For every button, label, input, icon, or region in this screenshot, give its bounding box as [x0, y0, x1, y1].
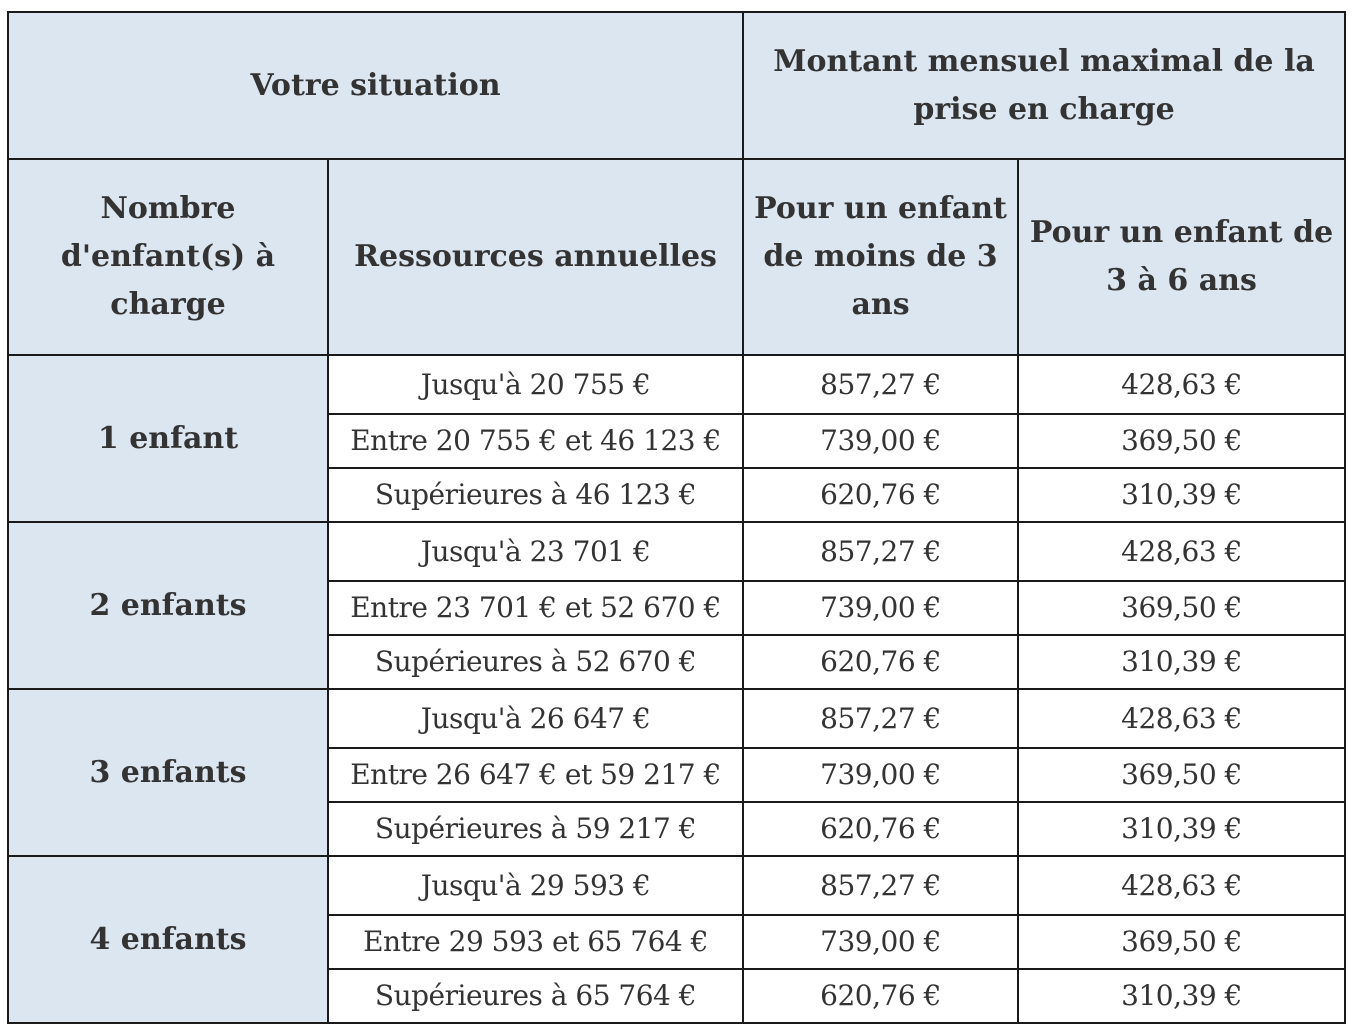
header-moins-3-ans: Pour un enfant de moins de 3 ans	[743, 159, 1018, 355]
amount-3-to-6-cell: 428,63 €	[1018, 355, 1345, 414]
amount-3-to-6-cell: 369,50 €	[1018, 915, 1345, 969]
amount-under-3-cell: 857,27 €	[743, 522, 1018, 581]
ressources-cell: Jusqu'à 29 593 €	[328, 856, 743, 915]
group-label: 4 enfants	[8, 856, 328, 1023]
amount-under-3-cell: 620,76 €	[743, 468, 1018, 522]
header-row-sub	[8, 159, 1345, 355]
group-label: 2 enfants	[8, 522, 328, 689]
amount-under-3-cell: 857,27 €	[743, 355, 1018, 414]
ressources-cell: Supérieures à 59 217 €	[328, 802, 743, 856]
header-montant: Montant mensuel maximal de la prise en charge	[743, 12, 1345, 159]
amount-under-3-cell: 739,00 €	[743, 748, 1018, 802]
ressources-cell: Entre 26 647 € et 59 217 €	[328, 748, 743, 802]
amount-under-3-cell: 739,00 €	[743, 915, 1018, 969]
amount-under-3-cell: 620,76 €	[743, 802, 1018, 856]
aid-amount-table	[7, 11, 1346, 1024]
amount-3-to-6-cell: 369,50 €	[1018, 414, 1345, 468]
header-nombre-enfants: Nombre d'enfant(s) à charge	[8, 159, 328, 355]
ressources-cell: Jusqu'à 20 755 €	[328, 355, 743, 414]
amount-3-to-6-cell: 310,39 €	[1018, 635, 1345, 689]
ressources-cell: Entre 23 701 € et 52 670 €	[328, 581, 743, 635]
header-row-top	[8, 12, 1345, 159]
amount-under-3-cell: 739,00 €	[743, 414, 1018, 468]
table-row	[8, 355, 1345, 414]
header-3-a-6-ans: Pour un enfant de 3 à 6 ans	[1018, 159, 1345, 355]
ressources-cell: Jusqu'à 23 701 €	[328, 522, 743, 581]
amount-3-to-6-cell: 369,50 €	[1018, 748, 1345, 802]
amount-3-to-6-cell: 310,39 €	[1018, 468, 1345, 522]
amount-under-3-cell: 739,00 €	[743, 581, 1018, 635]
amount-3-to-6-cell: 428,63 €	[1018, 689, 1345, 748]
table-row	[8, 522, 1345, 581]
amount-under-3-cell: 857,27 €	[743, 856, 1018, 915]
group-label: 3 enfants	[8, 689, 328, 856]
ressources-cell: Entre 20 755 € et 46 123 €	[328, 414, 743, 468]
ressources-cell: Entre 29 593 et 65 764 €	[328, 915, 743, 969]
amount-under-3-cell: 620,76 €	[743, 969, 1018, 1023]
ressources-cell: Supérieures à 46 123 €	[328, 468, 743, 522]
table-row	[8, 689, 1345, 748]
amount-3-to-6-cell: 369,50 €	[1018, 581, 1345, 635]
header-situation: Votre situation	[8, 12, 743, 159]
amount-3-to-6-cell: 428,63 €	[1018, 522, 1345, 581]
amount-under-3-cell: 857,27 €	[743, 689, 1018, 748]
ressources-cell: Jusqu'à 26 647 €	[328, 689, 743, 748]
amount-under-3-cell: 620,76 €	[743, 635, 1018, 689]
header-ressources: Ressources annuelles	[328, 159, 743, 355]
amount-3-to-6-cell: 310,39 €	[1018, 802, 1345, 856]
ressources-cell: Supérieures à 52 670 €	[328, 635, 743, 689]
group-label: 1 enfant	[8, 355, 328, 522]
ressources-cell: Supérieures à 65 764 €	[328, 969, 743, 1023]
amount-3-to-6-cell: 428,63 €	[1018, 856, 1345, 915]
table-body	[8, 12, 1345, 1023]
amount-3-to-6-cell: 310,39 €	[1018, 969, 1345, 1023]
table-row	[8, 856, 1345, 915]
